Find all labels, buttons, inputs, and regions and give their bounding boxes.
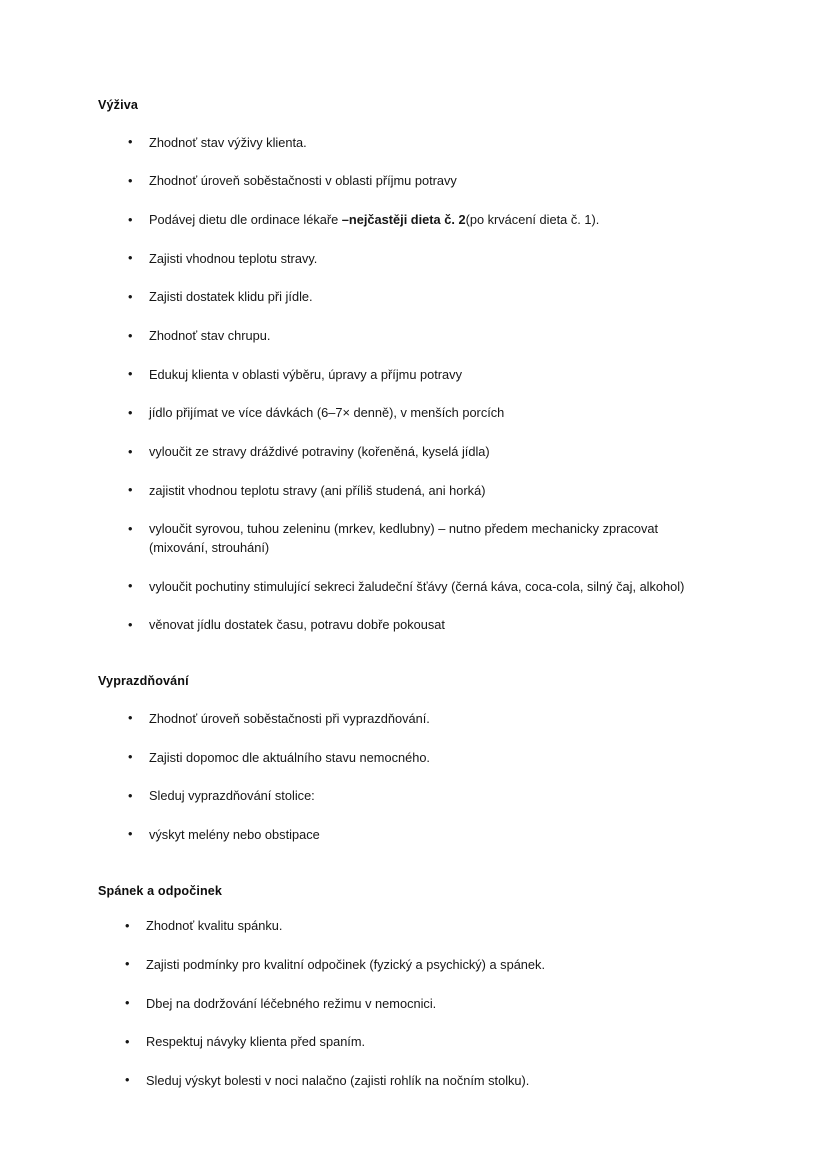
list-item: [98, 327, 718, 346]
list-item-text: Edukuj klienta v oblasti výběru, úpravy a příjmu potravy: [149, 366, 462, 382]
section-heading-vyprazdnovani: Vyprazdňování: [98, 674, 189, 689]
list-item: [98, 956, 718, 975]
list-item-text: Zhodnoť úroveň soběstačnosti při vyprazdňování.: [149, 710, 430, 726]
list-item-text: Dbej na dodržování léčebného režimu v nemocnici.: [146, 995, 437, 1011]
list-item: [98, 787, 718, 806]
list-item-text: vyloučit ze stravy dráždivé potraviny (kořeněná, kyselá jídla): [149, 444, 490, 460]
list-item: [98, 211, 718, 230]
list-item-text: Zajisti dopomoc dle aktuálního stavu nemocného.: [149, 749, 430, 765]
list-item-text: Zhodnoť stav výživy klienta.: [149, 134, 307, 150]
section-heading-spanek: Spánek a odpočinek: [98, 883, 223, 898]
list-item-text-bold: –nejčastěji dieta č. 2: [341, 212, 466, 228]
list-item: [98, 826, 718, 845]
bullet-list-vyprazdnovani: [98, 710, 718, 845]
list-item-text: jídlo přijímat ve více dávkách (6–7× denně), v menších porcích: [149, 405, 505, 421]
section-vyprazdnovani: [98, 674, 718, 844]
list-item-text: Zajisti vhodnou teplotu stravy.: [149, 250, 318, 266]
list-item: [98, 443, 718, 462]
section-spanek-a-odpocinek: [98, 884, 718, 1091]
list-item: [98, 134, 718, 153]
list-item-text: Zhodnoť úroveň soběstačnosti v oblasti příjmu potravy: [149, 173, 457, 189]
section-heading-vyziva: Výživa: [98, 98, 138, 112]
list-item: [98, 250, 718, 269]
list-item: [98, 288, 718, 307]
list-item: [98, 616, 718, 635]
list-item: [98, 710, 718, 729]
list-item-text-post: (po krvácení dieta č. 1).: [465, 212, 600, 228]
bullet-list-spanek: [98, 917, 718, 1090]
list-item-text: Zajisti podmínky pro kvalitní odpočinek (fyzický a psychický) a spánek.: [146, 956, 545, 972]
list-item-text: Zajisti dostatek klidu při jídle.: [149, 289, 313, 305]
list-item-text: Zhodnoť kvalitu spánku.: [146, 918, 283, 934]
list-item: [98, 749, 718, 768]
list-item: [98, 1072, 718, 1091]
list-item: [98, 520, 718, 557]
list-item: [98, 482, 718, 501]
list-item-text: Sleduj výskyt bolesti v noci nalačno (zajisti rohlík na nočním stolku).: [146, 1072, 530, 1088]
list-item-text-pre: Podávej dietu dle ordinace lékaře: [149, 212, 342, 228]
list-item-text: vyloučit pochutiny stimulující sekreci žaludeční šťávy (černá káva, coca-cola, silný čaj, alkohol): [149, 578, 685, 594]
list-item-text: zajistit vhodnou teplotu stravy (ani příliš studená, ani horká): [149, 482, 486, 498]
list-item-text: výskyt melény nebo obstipace: [149, 826, 320, 842]
list-item-text: Sleduj vyprazdňování stolice:: [149, 788, 315, 804]
list-item-text: Respektuj návyky klienta před spaním.: [146, 1034, 366, 1050]
list-item: [98, 578, 718, 597]
list-item-text: věnovat jídlu dostatek času, potravu dobře pokousat: [149, 617, 445, 633]
section-vyziva: [98, 98, 718, 635]
list-item: [98, 1033, 718, 1052]
list-item: [98, 172, 718, 191]
bullet-list-vyziva: [98, 134, 718, 635]
list-item: [98, 366, 718, 385]
list-item-text: vyloučit syrovou, tuhou zeleninu (mrkev, kedlubny) – nutno předem mechanicky zpracovat (mixování, strouhání): [149, 521, 659, 556]
list-item-text: Zhodnoť stav chrupu.: [149, 328, 271, 344]
list-item: [98, 995, 718, 1014]
document-body: [98, 98, 718, 1091]
list-item: [98, 917, 718, 936]
list-item: [98, 404, 718, 423]
